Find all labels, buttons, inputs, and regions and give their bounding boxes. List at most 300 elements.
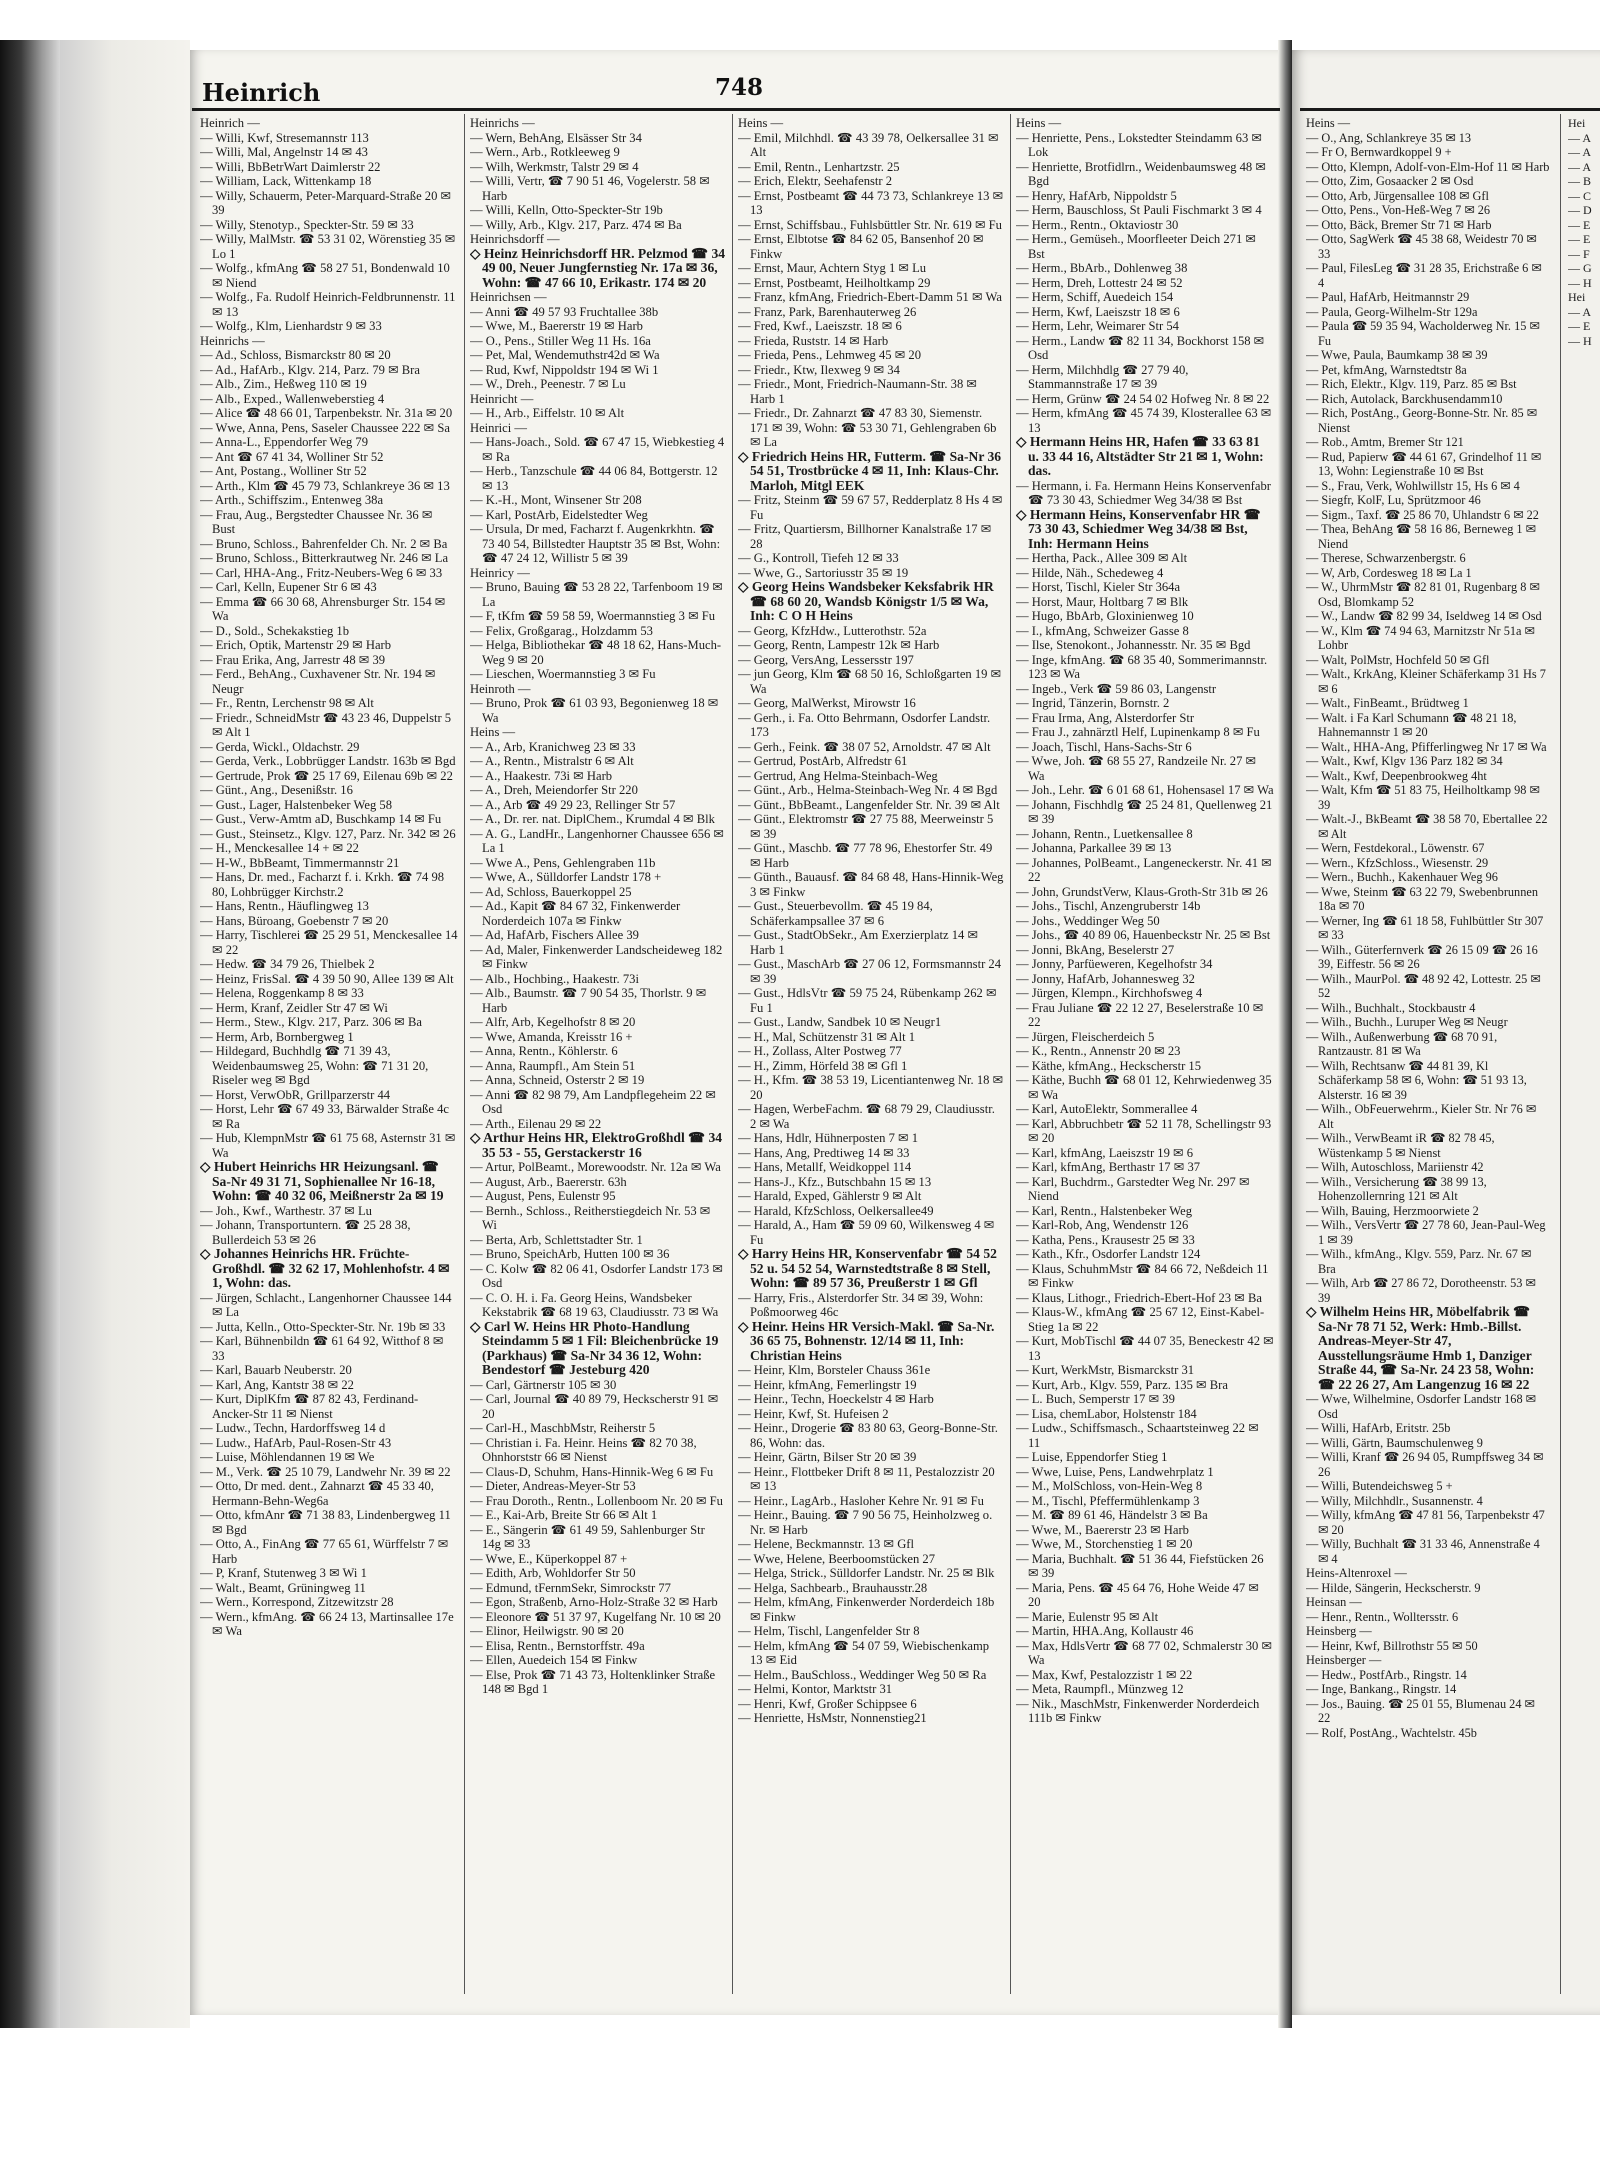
- directory-entry: — Horst, Lehr ☎ 67 49 33, Bärwalder Straße 4c ✉ Ra: [200, 1102, 449, 1131]
- directory-entry: — Heinr, Kwf, Billrothstr 55 ✉ 50: [1306, 1638, 1478, 1653]
- directory-entry: — Heinr., LagArb., Hasloher Kehre Nr. 91 ✉ Fu: [738, 1493, 984, 1508]
- directory-firm-entry: ◇ Heinz Heinrichsdorff HR. Pelzmod ☎ 34 49 00, Neuer Jungfernstieg Nr. 17a ✉ 36, Wohn: ☎ 47 66 10, Erikastr. 174 ✉ 20: [470, 245, 726, 290]
- directory-entry: — Ursula, Dr med, Facharzt f. Augenkrkhtn. ☎ 73 40 54, Billstedter Hauptstr 35 ✉ Bst, Wohn: ☎ 47 24 12, Willistr 5 ✉ 39: [470, 522, 721, 565]
- directory-entry: — Frau J., zahnärztl Helf, Lupinenkamp 8 ✉ Fu: [1016, 725, 1260, 739]
- directory-entry: — E., Sängerin ☎ 61 49 59, Sahlenburger Str 14g ✉ 33: [470, 1522, 705, 1551]
- directory-entry: — I., kfmAng, Schweizer Gasse 8: [1016, 623, 1189, 638]
- directory-entry: — Willi, HafArb, Eritstr. 25b: [1306, 1421, 1451, 1435]
- directory-entry: — Bruno, Schloss., Bahrenfelder Ch. Nr. 2 ✉ Ba: [200, 536, 448, 551]
- directory-entry: — Rich, PostAng., Georg-Bonne-Str. Nr. 85 ✉ Nienst: [1306, 406, 1538, 435]
- directory-entry: — Friedr., Dr. Zahnarzt ☎ 47 83 30, Siemenstr. 171 ✉ 39, Wohn: ☎ 53 30 71, Gehlengraben 6b ✉ La: [738, 406, 997, 449]
- directory-entry: — Ferd., BehAng., Cuxhavener Str. Nr. 194 ✉ Neugr: [200, 667, 436, 696]
- directory-entry: — Maria, Buchhalt. ☎ 51 36 44, Fiefstücken 26 ✉ 39: [1016, 1551, 1264, 1580]
- directory-entry: — Anni ☎ 49 57 93 Fruchtallee 38b: [470, 304, 659, 319]
- directory-entry: — Jürgen, Klempn., Kirchhofsweg 4: [1016, 986, 1203, 1000]
- directory-entry: — jun Georg, Klm ☎ 68 50 16, Schloßgarten 19 ✉ Wa: [738, 667, 1002, 696]
- directory-entry: — Herm, Schiff, Auedeich 154: [1016, 290, 1174, 304]
- directory-entry: — A., Dreh, Meiendorfer Str 220: [470, 783, 638, 797]
- directory-entry: — E., Kai-Arb, Breite Str 66 ✉ Alt 1: [470, 1508, 658, 1522]
- directory-entry: — Elisa, Rentn., Bernstorffstr. 49a: [470, 1638, 645, 1653]
- directory-entry: — Alb., Hochbing., Haakestr. 73i: [470, 971, 639, 986]
- directory-entry: — Wilh, Rechtsanw ☎ 44 81 39, Kl Schäferkamp 58 ✉ 6, Wohn: ☎ 51 93 13, Alsterstr. 16 ✉ 39: [1306, 1058, 1527, 1102]
- directory-entry: — William, Lack, Wittenkamp 18: [200, 174, 372, 188]
- directory-entry: — W., Landw ☎ 82 99 34, Iseldweg 14 ✉ Osd: [1306, 609, 1542, 623]
- surname-heading: Heinrichs —: [200, 333, 265, 348]
- surname-heading: Heinricy —: [470, 565, 530, 580]
- directory-entry: — Carl, Journal ☎ 40 89 79, Heckscherstr 91 ✉ 20: [470, 1392, 719, 1421]
- directory-entry: — Heinr., Techn, Hoeckelstr 4 ✉ Harb: [738, 1392, 934, 1406]
- directory-entry: — Frau Juliane ☎ 22 12 27, Beselerstraße 10 ✉ 22: [1016, 1000, 1264, 1029]
- directory-entry: — Carl, Kelln, Eupener Str 6 ✉ 43: [200, 580, 377, 594]
- directory-entry: — Karl, AutoElektr, Sommerallee 4: [1016, 1102, 1198, 1116]
- directory-entry: — Ernst, Maur, Achtern Styg 1 ✉ Lu: [738, 261, 927, 275]
- surname-heading: Heins —: [470, 725, 516, 739]
- directory-entry: — Wolfg., Fa. Rudolf Heinrich-Feldbrunnenstr. 11 ✉ 13: [200, 290, 456, 319]
- directory-entry: — Walt., Kwf, Deepenbrookweg 4ht: [1306, 768, 1487, 783]
- directory-entry: — H., Mal, Schützenstr 31 ✉ Alt 1: [738, 1029, 916, 1044]
- directory-entry: — Thea, BehAng ☎ 58 16 86, Berneweg 1 ✉ Niend: [1306, 522, 1536, 551]
- directory-entry: — Herm, kfmAng ☎ 45 74 39, Klosterallee 63 ✉ 13: [1016, 406, 1272, 435]
- directory-entry: — Ludw., HafArb, Paul-Rosen-Str 43: [200, 1435, 392, 1450]
- directory-entry: — Heinr., Bauing. ☎ 7 90 56 75, Heinholzweg o. Nr. ✉ Harb: [738, 1508, 993, 1537]
- directory-entry: — Wilh., VersVertr ☎ 27 78 60, Jean-Paul-Weg 1 ✉ 39: [1306, 1218, 1546, 1247]
- directory-entry: — Hildegard, Buchhdlg ☎ 71 39 43, Weidenbaumsweg 25, Wohn: ☎ 71 31 20, Riseler weg ✉ Bgd: [200, 1044, 429, 1087]
- directory-entry: — H., Zimm, Hörfeld 38 ✉ Gfl 1: [738, 1058, 908, 1073]
- directory-entry: — Otto, A., FinAng ☎ 77 65 61, Würffelstr 7 ✉ Harb: [200, 1537, 449, 1566]
- directory-entry: — Felix, Großgarag., Holzdamm 53: [470, 623, 653, 638]
- directory-entry: — Egon, Straßenb, Arno-Holz-Straße 32 ✉ Harb: [470, 1595, 718, 1609]
- directory-firm-entry: ◇ Carl W. Heins HR Photo-Handlung Steindamm 5 ✉ 1 Fil: Bleichenbrücke 19 (Parkhaus) ☎ Sa-Nr 34 36 12, Wohn: Bendestorf ☎ Jesteburg 420: [470, 1318, 719, 1377]
- directory-entry: — Hans, Rentn., Häuflingweg 13: [200, 899, 369, 913]
- directory-entry: — Wern, Festdekoral., Löwenstr. 67: [1306, 841, 1485, 855]
- directory-entry: — Max, HdlsVertr ☎ 68 77 02, Schmalerstr 30 ✉ Wa: [1016, 1638, 1273, 1667]
- directory-entry: — M., MolSchloss, von-Hein-Weg 8: [1016, 1479, 1203, 1493]
- directory-entry: — Frau Irma, Ang, Alsterdorfer Str: [1016, 710, 1195, 725]
- directory-entry: — Wwe, M., Baererstr 19 ✉ Harb: [470, 319, 643, 333]
- directory-entry: — Paula ☎ 59 35 94, Wacholderweg Nr. 15 ✉ Fu: [1306, 319, 1540, 348]
- directory-entry: — Karl, Bühnenbildn ☎ 61 64 92, Witthof 8 ✉ 33: [200, 1334, 444, 1363]
- directory-entry: — Helmi, Kontor, Marktstr 31: [738, 1682, 893, 1696]
- directory-entry: — Walt., HHA-Ang, Pfifferlingweg Nr 17 ✉ Wa: [1306, 739, 1547, 754]
- directory-entry: — Rud, Papierw ☎ 44 61 67, Grindelhof 11 ✉ 13, Wohn: Legienstraße 10 ✉ Bst: [1306, 449, 1542, 478]
- directory-entry: — Wern, BehAng, Elsässer Str 34: [470, 130, 642, 145]
- surname-heading: Heinroth —: [470, 681, 531, 696]
- directory-entry: — Anna, Rentn., Köhlerstr. 6: [470, 1044, 618, 1058]
- directory-entry: — H., Zollass, Alter Postweg 77: [738, 1044, 902, 1058]
- directory-entry: — Hilde, Näh., Schedeweg 4: [1016, 565, 1164, 580]
- directory-entry: — Willi, Kranf ☎ 26 94 05, Rumpffsweg 34 ✉ 26: [1306, 1450, 1544, 1479]
- directory-entry: — Willy, Buchhalt ☎ 31 33 46, Annenstraße 4 ✉ 4: [1306, 1537, 1540, 1566]
- directory-entry: — Berta, Arb, Schlettstadter Str. 1: [470, 1232, 643, 1247]
- directory-entry: — Herm, Bauschloss, St Pauli Fischmarkt 3 ✉ 4: [1016, 203, 1262, 217]
- directory-entry: — A. G., LandHr., Langenhorner Chaussee 656 ✉ La 1: [470, 826, 724, 855]
- directory-entry: — Willy, kfmAng ☎ 47 81 56, Tarpenbekstr 47 ✉ 20: [1306, 1508, 1545, 1537]
- directory-entry: — Harald, Exped, Gählerstr 9 ✉ Alt: [738, 1189, 922, 1203]
- directory-entry: — Otto, Bäck, Bremer Str 71 ✉ Harb: [1306, 217, 1492, 232]
- directory-entry: — Wwe, Joh. ☎ 68 55 27, Randzeile Nr. 27 ✉ Wa: [1016, 754, 1257, 783]
- directory-entry: — F, tKfm ☎ 59 58 59, Woermannstieg 3 ✉ Fu: [470, 609, 716, 623]
- directory-entry: — Wwe, Luise, Pens, Landwehrplatz 1: [1016, 1464, 1214, 1479]
- directory-entry: — Rich, Elektr., Klgv. 119, Parz. 85 ✉ Bst: [1306, 377, 1517, 391]
- directory-entry: — Henr., Rentn., Wolltersstr. 6: [1306, 1609, 1459, 1624]
- directory-entry: — Edmund, tFernmSekr, Simrockstr 77: [470, 1580, 671, 1595]
- directory-entry: — Kurt, DiplKfm ☎ 87 82 43, Ferdinand-Ancker-Str 11 ✉ Nienst: [200, 1392, 419, 1421]
- directory-entry: — Bruno, Bauing ☎ 53 28 22, Tarfenboom 19 ✉ La: [470, 580, 723, 609]
- directory-entry: — Herm, Dreh, Lottestr 24 ✉ 52: [1016, 275, 1183, 290]
- directory-entry: — Wwe, Paula, Baumkamp 38 ✉ 39: [1306, 348, 1488, 362]
- directory-entry: — C: [1568, 188, 1592, 203]
- directory-entry: — Heinr, Klm, Borsteler Chauss 361e: [738, 1363, 931, 1377]
- directory-entry: — Emil, Milchhdl. ☎ 43 39 78, Oelkersallee 31 ✉ Alt: [738, 130, 999, 159]
- column-divider: [464, 114, 465, 1994]
- directory-entry: — B: [1568, 174, 1592, 188]
- directory-entry: — Wwe, Anna, Pens, Saseler Chaussee 222 ✉ Sa: [200, 420, 450, 435]
- directory-entry: — Wilh., kfmAng., Klgv. 559, Parz. Nr. 67 ✉ Bra: [1306, 1247, 1532, 1276]
- directory-entry: — Harry, Tischlerei ☎ 25 29 51, Menckesallee 14 ✉ 22: [200, 928, 458, 957]
- directory-entry: — Kurt, WerkMstr, Bismarckstr 31: [1016, 1363, 1195, 1377]
- directory-entry: — Johann, Rentn., Luetkensallee 8: [1016, 826, 1193, 841]
- directory-entry: — Ad., Schloss, Bismarckstr 80 ✉ 20: [200, 348, 391, 362]
- directory-entry: — Wwe, Amanda, Kreisstr 16 +: [470, 1029, 633, 1044]
- directory-entry: — Fr., Rentn, Lerchenstr 98 ✉ Alt: [200, 696, 374, 710]
- directory-entry: — Willi, Kelln, Otto-Speckter-Str 19b: [470, 203, 663, 217]
- directory-entry: — Helm, kfmAng, Finkenwerder Norderdeich 18b ✉ Finkw: [738, 1595, 995, 1624]
- directory-entry: — Gust., Steinsetz., Klgv. 127, Parz. Nr. 342 ✉ 26: [200, 826, 456, 841]
- directory-entry: — Claus-D, Schuhm, Hans-Hinnik-Weg 6 ✉ Fu: [470, 1464, 714, 1479]
- directory-entry: — Herm., Stew., Klgv. 217, Parz. 306 ✉ Ba: [200, 1015, 422, 1029]
- surname-heading: Heinsberg —: [1306, 1624, 1372, 1638]
- directory-entry: — Wwe, M., Baererstr 23 ✉ Harb: [1016, 1522, 1189, 1537]
- directory-entry: — Wwe, Steinm ☎ 63 22 79, Swebenbrunnen 18a ✉ 70: [1306, 884, 1538, 913]
- directory-entry: — Johann, Fischhdlg ☎ 25 24 81, Quellenweg 21 ✉ 39: [1016, 797, 1273, 826]
- directory-entry: — Friedr., SchneidMstr ☎ 43 23 46, Duppelstr 5 ✉ Alt 1: [200, 710, 452, 739]
- directory-entry: — Walt., FinBeamt., Brüdtweg 1: [1306, 696, 1469, 710]
- directory-entry: — Hedw. ☎ 34 79 26, Thielbek 2: [200, 957, 375, 971]
- directory-entry: — A: [1568, 130, 1592, 145]
- directory-entry: — Anna, Raumpfl., Am Stein 51: [470, 1058, 636, 1073]
- directory-entry: — Herm., BbArb., Dohlenweg 38: [1016, 261, 1188, 275]
- directory-entry: — Jonny, Parfüeweren, Kegelhofstr 34: [1016, 957, 1213, 971]
- directory-entry: — Friedr., Ktw, Ilexweg 9 ✉ 34: [738, 362, 900, 377]
- directory-entry: — K.-H., Mont, Winsener Str 208: [470, 493, 642, 507]
- directory-entry: — August, Arb., Baererstr. 63h: [470, 1174, 627, 1189]
- directory-entry: — W, Arb, Cordesweg 18 ✉ La 1: [1306, 565, 1472, 580]
- directory-entry: — F: [1568, 246, 1590, 261]
- surname-heading: Heinrich —: [200, 116, 260, 130]
- directory-entry: — M., Verk. ☎ 25 10 79, Landwehr Nr. 39 ✉ 22: [200, 1464, 451, 1479]
- directory-entry: — Wilh., VerwBeamt iR ☎ 82 78 45, Wüstenkamp 5 ✉ Nienst: [1306, 1131, 1495, 1160]
- directory-entry: — Wwe A., Pens, Gehlengraben 11b: [470, 855, 656, 870]
- directory-entry: — Hilde, Sängerin, Heckscherstr. 9: [1306, 1580, 1481, 1595]
- column-divider: [1560, 114, 1561, 1994]
- directory-entry: — Wolfg., kfmAng ☎ 58 27 51, Bondenwald 10 ✉ Niend: [200, 261, 450, 290]
- directory-entry: — Wern., kfmAng. ☎ 66 24 13, Martinsallee 17e ✉ Wa: [200, 1609, 454, 1638]
- directory-entry: — Ad, Schloss, Bauerkoppel 25: [470, 884, 632, 899]
- directory-entry: — Otto, Pens., Von-Heß-Weg 7 ✉ 26: [1306, 203, 1491, 217]
- directory-entry: — Gust., Lager, Halstenbeker Weg 58: [200, 797, 392, 812]
- directory-entry: — Ludw., Techn, Hardorffsweg 14 d: [200, 1421, 386, 1435]
- directory-entry: — Johanna, Parkallee 39 ✉ 13: [1016, 841, 1172, 855]
- directory-entry: — Willi, Butendeichsweg 5 +: [1306, 1479, 1453, 1493]
- directory-entry: — Henriette, Brotfidlrn., Weidenbaumsweg 48 ✉ Bgd: [1016, 159, 1266, 188]
- directory-entry: — Martin, HHA.Ang, Kollaustr 46: [1016, 1624, 1194, 1638]
- directory-entry: — Wwe, E., Küperkoppel 87 +: [470, 1551, 628, 1566]
- scan-margin: [0, 2028, 1600, 2177]
- directory-firm-entry: ◇ Hermann Heins, Konservenfabr HR ☎ 73 30 43, Schiedmer Weg 34/38 ✉ Bst, Inh: Hermann Heins: [1016, 506, 1261, 551]
- directory-entry: — Karl, kfmAng, Laeiszstr 19 ✉ 6: [1016, 1145, 1194, 1160]
- directory-entry: — Otto, kfmAnr ☎ 71 38 83, Lindenbergweg 11 ✉ Bgd: [200, 1508, 451, 1537]
- directory-entry: — Gust., StadtObSekr., Am Exerzierplatz 14 ✉ Harb 1: [738, 928, 979, 957]
- directory-entry: — Georg, KfzHdw., Lutterothstr. 52a: [738, 623, 927, 638]
- directory-entry: — Wwe, M., Storchenstieg 1 ✉ 20: [1016, 1537, 1193, 1551]
- directory-entry: — Hans, Büroang, Goebenstr 7 ✉ 20: [200, 913, 389, 928]
- directory-entry: — Carl, Gärtnerstr 105 ✉ 30: [470, 1377, 617, 1392]
- directory-entry: — Walt. i Fa Karl Schumann ☎ 48 21 18, Hahnemannstr 1 ✉ 20: [1306, 710, 1517, 739]
- directory-entry: — Joh., Kwf., Warthestr. 37 ✉ Lu: [200, 1203, 372, 1218]
- directory-entry: — Günt., Arb., Helma-Steinbach-Weg Nr. 4 ✉ Bgd: [738, 783, 998, 797]
- directory-entry: — Frieda, Pens., Lehmweg 45 ✉ 20: [738, 348, 921, 362]
- directory-entry: — Henriette, Pens., Lokstedter Steindamm 63 ✉ Lok: [1016, 130, 1262, 159]
- directory-entry: — Joach, Tischl, Hans-Sachs-Str 6: [1016, 739, 1192, 754]
- directory-entry: — M., Tischl, Pfeffermühlenkamp 3: [1016, 1493, 1200, 1508]
- directory-entry: — Herm, Grünw ☎ 24 54 02 Hofweg Nr. 8 ✉ 22: [1016, 391, 1270, 406]
- directory-entry: — Otto, Arb, Jürgensallee 108 ✉ Gfl: [1306, 188, 1489, 203]
- directory-entry: — Gerda, Wickl., Oldachstr. 29: [200, 739, 360, 754]
- facing-header-rule: [1300, 108, 1600, 111]
- directory-entry: — Johs., Weddinger Weg 50: [1016, 913, 1160, 928]
- directory-entry: — Otto, Dr med. dent., Zahnarzt ☎ 45 33 40, Hermann-Behn-Weg6a: [200, 1479, 434, 1508]
- directory-entry: — Alice ☎ 48 66 01, Tarpenbekstr. Nr. 31a ✉ 20: [200, 406, 453, 420]
- running-head: Heinrich: [202, 78, 321, 107]
- directory-entry: — Karl, Rentn., Halstenbeker Weg: [1016, 1203, 1193, 1218]
- directory-entry: — A: [1568, 304, 1592, 319]
- directory-entry: — Helena, Roggenkamp 8 ✉ 33: [200, 986, 364, 1000]
- directory-entry: — Henry, HafArb, Nippoldstr 5: [1016, 188, 1177, 203]
- directory-entry: — Helga, Strick., Sülldorfer Landstr. Nr. 25 ✉ Blk: [738, 1566, 995, 1580]
- directory-entry: — C. Kolw ☎ 82 06 41, Osdorfer Landstr 173 ✉ Osd: [470, 1261, 723, 1290]
- directory-entry: — Paul, FilesLeg ☎ 31 28 35, Erichstraße 6 ✉ 4: [1306, 261, 1542, 290]
- directory-entry: — Max, Kwf, Pestalozzistr 1 ✉ 22: [1016, 1667, 1193, 1682]
- directory-entry: — Gust., Landw, Sandbek 10 ✉ Neugr1: [738, 1015, 942, 1029]
- directory-entry: — W., UhrmMstr ☎ 82 81 01, Rugenbarg 8 ✉ Osd, Blomkamp 52: [1306, 580, 1540, 609]
- directory-entry: — Hans, Hdlr, Hühnerposten 7 ✉ 1: [738, 1131, 919, 1145]
- directory-entry: — Rud, Kwf, Nippoldstr 194 ✉ Wi 1: [470, 362, 659, 377]
- directory-entry: — Klaus, SchuhmMstr ☎ 84 66 72, Neßdeich 11 ✉ Finkw: [1016, 1261, 1269, 1290]
- directory-entry: — Helm., BauSchloss., Weddinger Weg 50 ✉ Ra: [738, 1667, 987, 1682]
- directory-entry: — Inge, Bankang., Ringstr. 14: [1306, 1682, 1457, 1696]
- surname-heading: Heins —: [1016, 116, 1062, 130]
- directory-entry: — Friedr., Mont, Friedrich-Naumann-Str. 38 ✉ Harb 1: [738, 377, 977, 406]
- directory-firm-entry: ◇ Friedrich Heins HR, Futterm. ☎ Sa-Nr 36 54 51, Trostbrücke 4 ✉ 11, Inh: Klaus-Chr. Marloh, Mitgl EEK: [738, 448, 1002, 493]
- directory-entry: — Willy, MalMstr. ☎ 53 31 02, Wörenstieg 35 ✉ Lo 1: [200, 232, 456, 261]
- directory-entry: — Günt., Ang., Desenißstr. 16: [200, 783, 353, 797]
- directory-entry: — Walt., Beamt, Grüningweg 11: [200, 1580, 366, 1595]
- directory-entry: — Ad, Maler, Finkenwerder Landscheideweg 182 ✉ Finkw: [470, 942, 723, 971]
- directory-entry: — Gust., Steuerbevollm. ☎ 45 19 84, Schäferkampsallee 37 ✉ 6: [738, 899, 933, 928]
- directory-entry: — M. ☎ 89 61 46, Händelstr 3 ✉ Ba: [1016, 1508, 1208, 1522]
- directory-entry: — Paula, Georg-Wilhelm-Str 129a: [1306, 304, 1478, 319]
- directory-entry: — Hans, Ang, Predtiweg 14 ✉ 33: [738, 1145, 910, 1160]
- directory-entry: — Gust., MaschArb ☎ 27 06 12, Formsmannstr 24 ✉ 39: [738, 957, 1002, 986]
- directory-entry: — Otto, SagWerk ☎ 45 38 68, Weidestr 70 ✉ 33: [1306, 232, 1537, 261]
- directory-entry: — Johannes, PolBeamt., Langeneckerstr. Nr. 41 ✉ 22: [1016, 855, 1272, 884]
- directory-entry: — Fritz, Steinm ☎ 59 67 57, Redderplatz 8 Hs 4 ✉ Fu: [738, 493, 1003, 522]
- directory-entry: — Wilh., ObFeuerwehrm., Kieler Str. Nr 76 ✉ Alt: [1306, 1102, 1537, 1131]
- directory-firm-entry: ◇ Hubert Heinrichs HR Heizungsanl. ☎ Sa-Nr 49 31 71, Sophienallee Nr 16-18, Wohn: ☎ 40 32 06, Meißnerstr 2a ✉ 19: [200, 1159, 444, 1203]
- directory-entry: — Ad., HafArb., Klgv. 214, Parz. 79 ✉ Bra: [200, 362, 420, 377]
- directory-entry: — Hans-J., Kfz., Butschbahn 15 ✉ 13: [738, 1174, 932, 1189]
- directory-entry: — Wern., KfzSchloss., Wiesenstr. 29: [1306, 855, 1489, 870]
- directory-entry: — Wolfg., Klm, Lienhardstr 9 ✉ 33: [200, 319, 382, 333]
- directory-entry: — A., Arb, Kranichweg 23 ✉ 33: [470, 739, 636, 754]
- directory-entry: — Walt., KrkAng, Kleiner Schäferkamp 31 Hs 7 ✉ 6: [1306, 667, 1546, 696]
- directory-entry: — E: [1568, 217, 1591, 232]
- directory-entry: — E: [1568, 232, 1591, 246]
- directory-entry: — A., Haakestr. 73i ✉ Harb: [470, 768, 613, 783]
- directory-entry: — Jutta, Kelln., Otto-Speckter-Str. Nr. 19b ✉ 33: [200, 1319, 446, 1334]
- directory-entry: — Hagen, WerbeFachm. ☎ 68 79 29, Claudiusstr. 2 ✉ Wa: [738, 1102, 995, 1131]
- directory-entry: — Hub, KlempnMstr ☎ 61 75 68, Asternstr 31 ✉ Wa: [200, 1131, 456, 1160]
- directory-entry: — Meta, Raumpfl., Münzweg 12: [1016, 1682, 1184, 1696]
- directory-entry: — A., Dr. rer. nat. DiplChem., Krumdal 4 ✉ Blk: [470, 812, 715, 826]
- directory-entry: — Harald, A., Ham ☎ 59 09 60, Wilkensweg 4 ✉ Fu: [738, 1218, 995, 1247]
- directory-entry: — Ernst, Postbeamt ☎ 44 73 73, Schlankreye 13 ✉ 13: [738, 188, 1004, 217]
- directory-entry: — Wilh, Arb ☎ 27 86 72, Dorotheenstr. 53 ✉ 39: [1306, 1276, 1536, 1305]
- directory-entry: — Anna-L., Eppendorfer Weg 79: [200, 435, 369, 449]
- directory-entry: — Siegfr, KolF, Lu, Sprützmoor 46: [1306, 493, 1481, 507]
- directory-entry: — Käthe, Buchh ☎ 68 01 12, Kehrwiedenweg 35 ✉ Wa: [1016, 1073, 1272, 1102]
- directory-firm-entry: ◇ Johannes Heinrichs HR. Früchte-Großhdl. ☎ 32 62 17, Mohlenhofstr. 4 ✉ 1, Wohn: das.: [200, 1246, 450, 1290]
- directory-entry: — Harald, KfzSchloss, Oelkersallee49: [738, 1203, 934, 1218]
- directory-entry: — Luise, Eppendorfer Stieg 1: [1016, 1450, 1168, 1464]
- directory-entry: — Dieter, Andreas-Meyer-Str 53: [470, 1479, 636, 1493]
- directory-entry: — Fritz, Quartiersm, Billhorner Kanalstraße 17 ✉ 28: [738, 522, 992, 551]
- directory-entry: — Heinr, Gärtn, Bilser Str 20 ✉ 39: [738, 1450, 917, 1464]
- directory-entry: — Bruno, SpeichArb, Hutten 100 ✉ 36: [470, 1247, 670, 1261]
- directory-entry: — Wilh., Buchh., Luruper Weg ✉ Neugr: [1306, 1015, 1508, 1029]
- directory-entry: — Wilh, Bauing, Herzmoorwiete 2: [1306, 1203, 1479, 1218]
- surname-heading: Hei: [1568, 116, 1586, 130]
- directory-entry: — Günt., Elektromstr ☎ 27 75 88, Meerweinstr 5 ✉ 39: [738, 812, 994, 841]
- directory-entry: — Arth., Eilenau 29 ✉ 22: [470, 1116, 602, 1131]
- directory-entry: — Lisa, chemLabor, Holstenstr 184: [1016, 1406, 1197, 1421]
- directory-entry: — Gertrud, PostArb, Alfredstr 61: [738, 754, 908, 768]
- directory-entry: — G: [1568, 261, 1592, 275]
- directory-entry: — Hedw., PostfArb., Ringstr. 14: [1306, 1667, 1467, 1682]
- directory-entry: — Herm., Gemüseh., Moorfleeter Deich 271 ✉ Bst: [1016, 232, 1256, 261]
- directory-entry: — Karl, Ang, Kantstr 38 ✉ 22: [200, 1377, 354, 1392]
- directory-entry: — Harry, Fris., Alsterdorfer Str. 34 ✉ 39, Wohn: Poßmoorweg 46c: [738, 1290, 984, 1319]
- directory-entry: — L. Buch, Semperstr 17 ✉ 39: [1016, 1392, 1175, 1406]
- directory-entry: — Herm., Landw ☎ 82 11 34, Bockhorst 158 ✉ Osd: [1016, 333, 1265, 362]
- directory-entry: — Gerda, Verk., Lobbrügger Landstr. 163b ✉ Bgd: [200, 754, 456, 768]
- directory-entry: — W., Dreh., Peenestr. 7 ✉ Lu: [470, 377, 626, 391]
- directory-entry: — Heinr., Drogerie ☎ 83 80 63, Georg-Bonne-Str. 86, Wohn: das.: [738, 1421, 998, 1450]
- directory-entry: — Gerh., Feink. ☎ 38 07 52, Arnoldstr. 47 ✉ Alt: [738, 739, 991, 754]
- directory-entry: — Gerh., i. Fa. Otto Behrmann, Osdorfer Landstr. 173: [738, 710, 991, 739]
- directory-entry: — Werner, Ing ☎ 61 18 58, Fuhlbüttler Str 307 ✉ 33: [1306, 913, 1544, 942]
- directory-firm-entry: ◇ Harry Heins HR, Konservenfabr ☎ 54 52 52 u. 54 52 54, Warnstedtstraße 8 ✉ Stell, Wohn: ☎ 89 57 36, Preußerstr 1 ✉ Gfl: [738, 1246, 997, 1290]
- page-fold: [1278, 40, 1292, 2030]
- directory-entry: — Karl, Bauarb Neuberstr. 20: [200, 1363, 352, 1377]
- directory-entry: — Klaus-W., kfmAng ☎ 25 67 12, Einst-Kabel-Stieg 1a ✉ 22: [1016, 1305, 1265, 1334]
- directory-entry: — H., Arb., Eiffelstr. 10 ✉ Alt: [470, 406, 625, 420]
- directory-entry: — Helene, Beckmannstr. 13 ✉ Gfl: [738, 1537, 914, 1551]
- directory-entry: — Walt.-J., BkBeamt ☎ 38 58 70, Ebertallee 22 ✉ Alt: [1306, 812, 1548, 841]
- directory-entry: — Walt, PolMstr, Hochfeld 50 ✉ Gfl: [1306, 652, 1490, 667]
- directory-column-3: [738, 116, 1004, 1996]
- directory-entry: — Hertha, Pack., Allee 309 ✉ Alt: [1016, 551, 1188, 565]
- directory-entry: — Heinr., Flottbeker Drift 8 ✉ 11, Pestalozzistr 20 ✉ 13: [738, 1464, 995, 1493]
- directory-entry: — Georg, MalWerkst, Mirowstr 16: [738, 696, 916, 710]
- directory-column-4: [1016, 116, 1274, 1996]
- surname-heading: Hei: [1568, 290, 1586, 304]
- directory-entry: — Wwe, Helene, Beerboomstücken 27: [738, 1551, 936, 1566]
- directory-entry: — Willi, BbBetrWart Daimlerstr 22: [200, 159, 381, 174]
- directory-entry: — Pet, Mal, Wendemuthstr42d ✉ Wa: [470, 348, 660, 362]
- directory-entry: — Karl, kfmAng, Berthastr 17 ✉ 37: [1016, 1160, 1201, 1174]
- directory-entry: — Herm., Rentn., Oktaviostr 30: [1016, 217, 1179, 232]
- directory-entry: — Katha, Pens., Krausestr 25 ✉ 33: [1016, 1232, 1195, 1247]
- directory-firm-entry: ◇ Hermann Heins HR, Hafen ☎ 33 63 81 u. 33 44 16, Altstädter Str 21 ✉ 1, Wohn: das.: [1016, 434, 1264, 478]
- directory-entry: — Elinor, Heilwigstr. 90 ✉ 20: [470, 1624, 624, 1638]
- directory-entry: — Fred, Kwf., Laeiszstr. 18 ✉ 6: [738, 319, 902, 333]
- directory-entry: — Gertrud, Ang Helma-Steinbach-Weg: [738, 768, 938, 783]
- directory-entry: — Anna, Schneid, Osterstr 2 ✉ 19: [470, 1073, 645, 1087]
- surname-heading: Heins —: [738, 116, 784, 130]
- directory-firm-entry: ◇ Heinr. Heins HR Versich-Makl. ☎ Sa-Nr. 36 65 75, Bohnenstr. 12/14 ✉ 11, Inh: Christian Heins: [738, 1318, 995, 1363]
- directory-entry: — S., Frau, Verk, Wohlwillstr 15, Hs 6 ✉ 4: [1306, 478, 1520, 493]
- directory-entry: — Jonny, HafArb, Johannesweg 32: [1016, 971, 1195, 986]
- directory-entry: — Fr O, Bernwardkoppel 9 +: [1306, 145, 1452, 159]
- directory-entry: — Wilh, Autoschloss, Mariienstr 42: [1306, 1160, 1484, 1174]
- directory-entry: — Joh., Lehr. ☎ 6 01 68 61, Hohensasel 17 ✉ Wa: [1016, 783, 1274, 797]
- directory-entry: — Ingeb., Verk ☎ 59 86 03, Langenstr: [1016, 681, 1217, 696]
- directory-entry: — Hans, Dr. med., Facharzt f. i. Krkh. ☎ 74 98 80, Lohbrügger Kirchstr.2: [200, 870, 445, 899]
- directory-entry: — Klaus, Lithogr., Friedrich-Ebert-Hof 23 ✉ Ba: [1016, 1290, 1262, 1305]
- surname-heading: Heinricht —: [470, 391, 534, 406]
- directory-entry: — Herm, Kwf, Laeiszstr 18 ✉ 6: [1016, 304, 1180, 319]
- directory-entry: — Luise, Möhlendannen 19 ✉ We: [200, 1450, 375, 1464]
- directory-entry: — G., Kontroll, Tiefeh 12 ✉ 33: [738, 551, 899, 565]
- directory-entry: — Ad., Kapit ☎ 84 67 32, Finkenwerder Norderdeich 107a ✉ Finkw: [470, 899, 681, 928]
- directory-entry: — Artur, PolBeamt., Morewoodstr. Nr. 12a ✉ Wa: [470, 1160, 721, 1174]
- directory-entry: — Günt., BbBeamt., Langenfelder Str. Nr. 39 ✉ Alt: [738, 797, 1000, 812]
- directory-entry: — Carl-H., MaschbMstr, Reiherstr 5: [470, 1421, 656, 1435]
- facing-column-2: [1568, 116, 1600, 1996]
- directory-entry: — Helga, Bibliothekar ☎ 48 18 62, Hans-Much-Weg 9 ✉ 20: [470, 638, 722, 667]
- directory-entry: — H: [1568, 333, 1592, 348]
- directory-entry: — Jürgen, Schlacht., Langenhorner Chaussee 144 ✉ La: [200, 1290, 452, 1319]
- directory-entry: — Bernh., Schloss., Reitherstiegdeich Nr. 53 ✉ Wi: [470, 1203, 711, 1232]
- directory-entry: — Herb., Tanzschule ☎ 44 06 84, Bottgerstr. 12 ✉ 13: [470, 464, 718, 493]
- directory-entry: — Else, Prok ☎ 71 43 73, Holtenklinker Straße 148 ✉ Bgd 1: [470, 1667, 716, 1696]
- directory-entry: — Gust., Verw-Amtm aD, Buschkamp 14 ✉ Fu: [200, 812, 442, 826]
- directory-entry: — Karl, PostArb, Eidelstedter Weg: [470, 507, 648, 522]
- directory-entry: — Jos., Bauing. ☎ 25 01 55, Blumenau 24 ✉ 22: [1306, 1696, 1535, 1725]
- directory-entry: — A., Arb ☎ 49 29 23, Rellinger Str 57: [470, 797, 676, 812]
- directory-entry: — Georg, VersAng, Lessersstr 197: [738, 652, 914, 667]
- directory-entry: — Ludw., Schiffsmasch., Schaartsteinweg 22 ✉ 11: [1016, 1421, 1259, 1450]
- directory-entry: — A., Rentn., Mistralstr 6 ✉ Alt: [470, 754, 634, 768]
- directory-entry: — Lieschen, Woermannstieg 3 ✉ Fu: [470, 667, 656, 681]
- directory-entry: — E: [1568, 319, 1591, 333]
- directory-entry: — Frieda, Ruststr. 14 ✉ Harb: [738, 333, 889, 348]
- directory-entry: — K., Rentn., Annenstr 20 ✉ 23: [1016, 1044, 1181, 1058]
- surname-heading: Heinrichs —: [470, 116, 535, 130]
- directory-entry: — Eleonore ☎ 51 37 97, Kugelfang Nr. 10 ✉ 20: [470, 1609, 721, 1624]
- surname-heading: Heinrichsdorff —: [470, 232, 560, 246]
